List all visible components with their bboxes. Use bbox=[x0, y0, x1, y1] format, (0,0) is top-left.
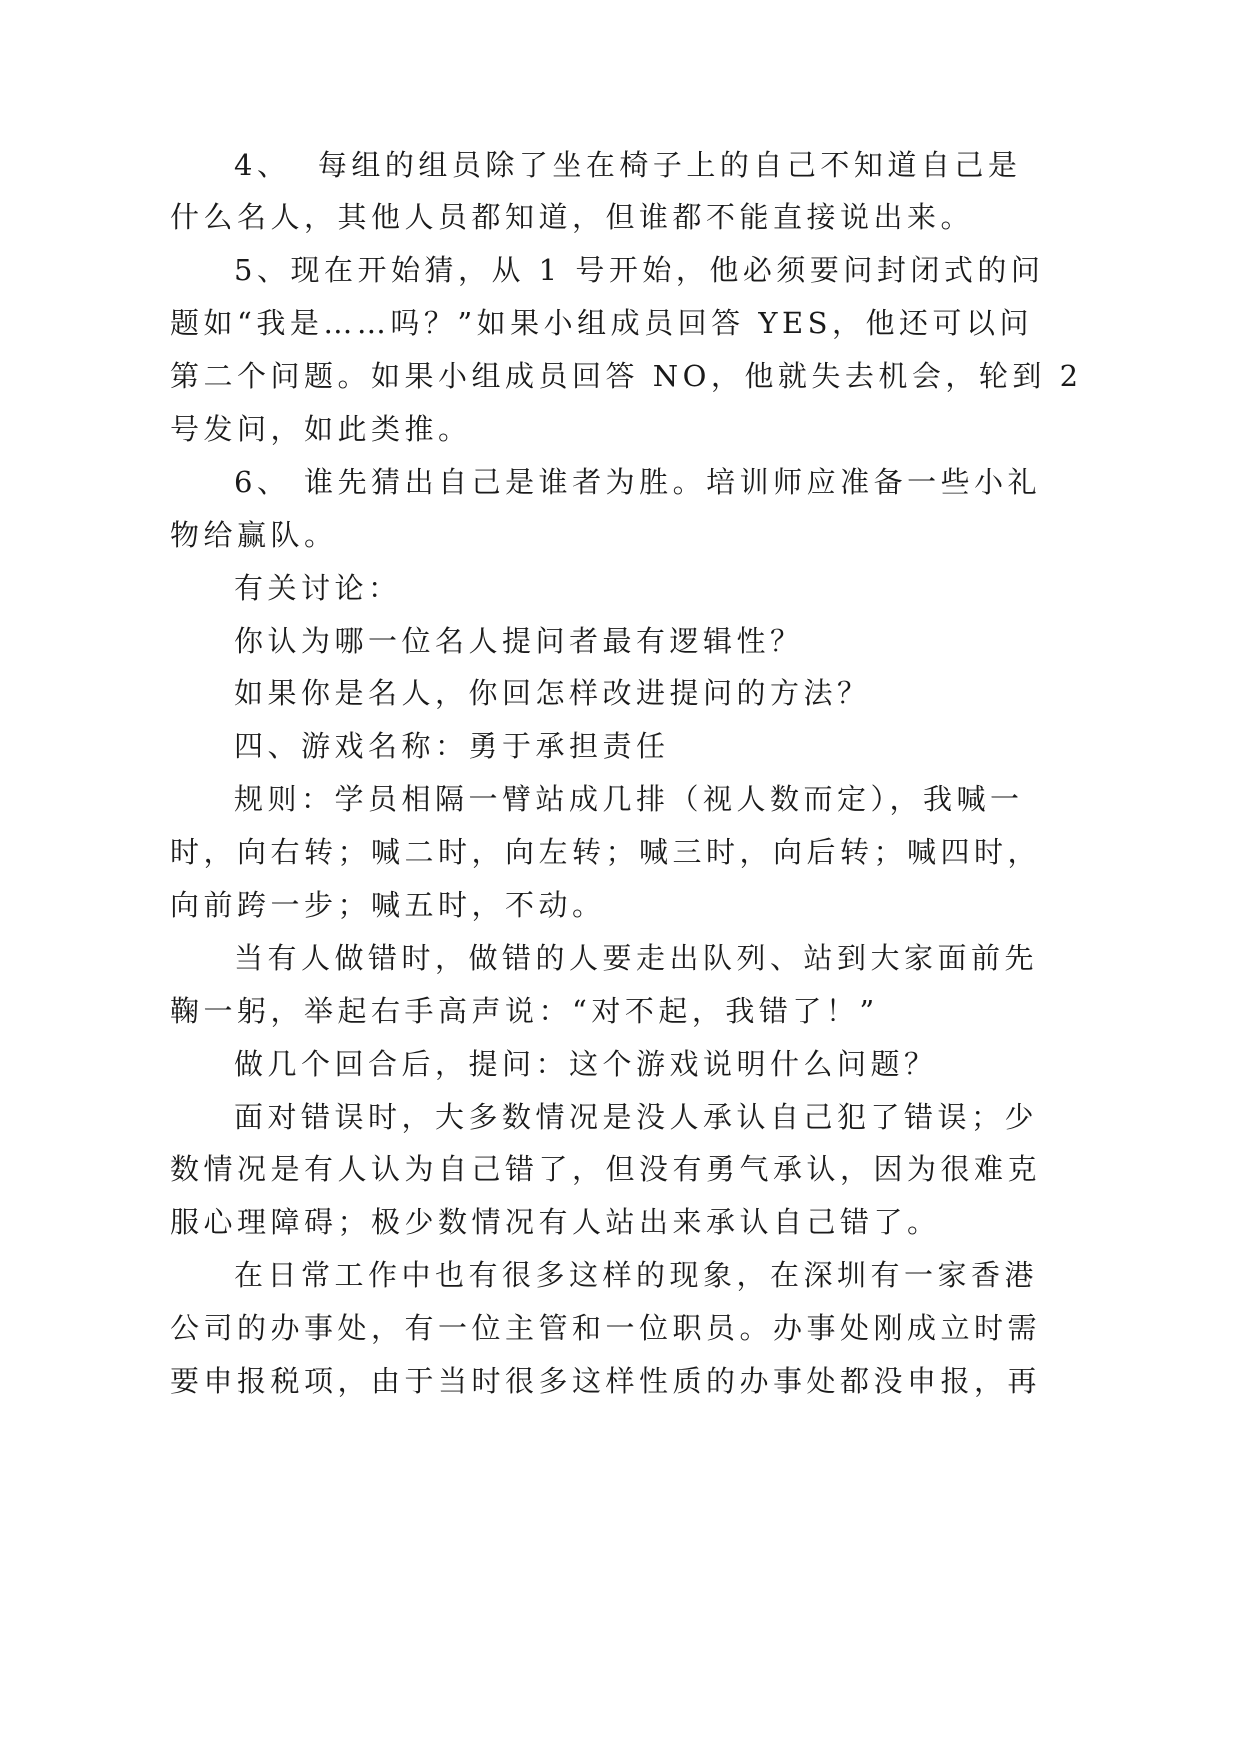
text-line: 公司的办事处，有一位主管和一位职员。办事处刚成立时需 bbox=[170, 1311, 1042, 1345]
text-line: 你认为哪一位名人提问者最有逻辑性？ bbox=[234, 624, 804, 658]
text-line: 题如“我是……吗？”如果小组成员回答 YES，他还可以问 bbox=[170, 306, 1034, 340]
text-line: 做几个回合后，提问：这个游戏说明什么问题？ bbox=[234, 1047, 938, 1081]
text-line: 如果你是名人，你回怎样改进提问的方法？ bbox=[234, 676, 871, 710]
text-line: 时，向右转；喊二时，向左转；喊三时，向后转；喊四时， bbox=[170, 835, 1042, 869]
text-line: 服心理障碍；极少数情况有人站出来承认自己错了。 bbox=[170, 1205, 941, 1239]
text-line: 6、 谁先猜出自己是谁者为胜。培训师应准备一些小礼 bbox=[234, 465, 1042, 499]
text-line: 数情况是有人认为自己错了，但没有勇气承认，因为很难克 bbox=[170, 1152, 1042, 1186]
text-line: 面对错误时，大多数情况是没人承认自己犯了错误；少 bbox=[234, 1100, 1039, 1134]
text-line: 什么名人，其他人员都知道，但谁都不能直接说出来。 bbox=[170, 200, 975, 234]
text-line: 当有人做错时，做错的人要走出队列、站到大家面前先 bbox=[234, 941, 1039, 975]
text-line: 规则：学员相隔一臂站成几排（视人数而定），我喊一 bbox=[234, 782, 1024, 816]
text-line: 号发问，如此类推。 bbox=[170, 412, 472, 446]
text-line: 要申报税项，由于当时很多这样性质的办事处都没申报，再 bbox=[170, 1364, 1042, 1398]
text-line: 第二个问题。如果小组成员回答 NO，他就失去机会，轮到 2 bbox=[170, 359, 1083, 393]
text-line: 4、 每组的组员除了坐在椅子上的自己不知道自己是 bbox=[234, 148, 1022, 182]
text-line: 鞠一躬，举起右手高声说：“对不起，我错了！” bbox=[170, 994, 879, 1028]
text-line: 物给赢队。 bbox=[170, 518, 338, 552]
text-line: 5、现在开始猜，从 1 号开始，他必须要问封闭式的问 bbox=[234, 253, 1045, 287]
text-line: 有关讨论： bbox=[234, 571, 402, 605]
text-line: 四、游戏名称：勇于承担责任 bbox=[234, 729, 670, 763]
text-line: 向前跨一步；喊五时，不动。 bbox=[170, 888, 606, 922]
text-line: 在日常工作中也有很多这样的现象，在深圳有一家香港 bbox=[234, 1258, 1039, 1292]
